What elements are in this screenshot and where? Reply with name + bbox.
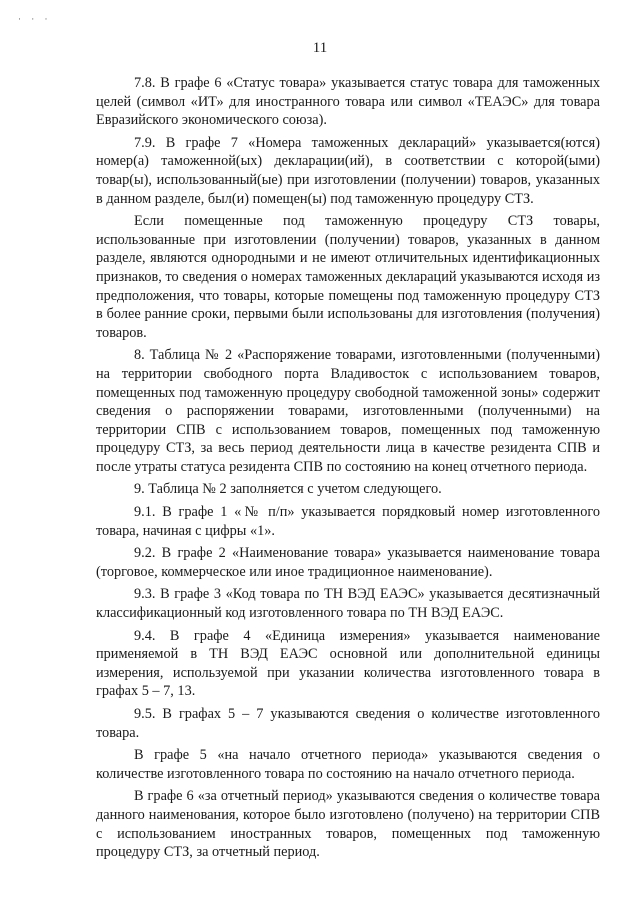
scan-artifact: · · · xyxy=(18,14,52,24)
paragraph-9-3: 9.3. В графе 3 «Код товара по ТН ВЭД ЕАЭС» указывается десятизначный классификационный код изготовленного товара по ТН ВЭД ЕАЭС. xyxy=(96,586,600,622)
paragraph-homogeneous-goods: Если помещенные под таможенную процедуру СТЗ товары, использованные при изготовлении (получении) товаров, указанных в данном разделе, являются однородными и не имеют отличительных идентификационных признаков, то сведения о номерах таможенных деклараций указываются исходя из предположения, что товары, которые помещены под таможенную процедуру СТЗ в более ранние сроки, первыми были использованы для изготовления (получения) товаров. xyxy=(96,213,600,341)
paragraph-9-4: 9.4. В графе 4 «Единица измерения» указывается наименование применяемой в ТН ВЭД ЕАЭС основной или дополнительной единицы измерения, используемой при указании количества изготовленного товара в графах 5 – 7, 13. xyxy=(96,627,600,700)
document-body xyxy=(96,74,600,866)
paragraph-column-6: В графе 6 «за отчетный период» указываются сведения о количестве товара данного наименования, которое было изготовлено (получено) на территории СПВ с использованием иностранных товаров, помещенных под таможенную процедуру СТЗ, за отчетный период. xyxy=(96,788,600,861)
paragraph-column-5: В графе 5 «на начало отчетного периода» указываются сведения о количестве изготовленного товара по состоянию на начало отчетного периода. xyxy=(96,747,600,782)
paragraph-9-1: 9.1. В графе 1 «№ п/п» указывается порядковый номер изготовленного товара, начиная с цифры «1». xyxy=(96,504,600,539)
paragraph-7-8: 7.8. В графе 6 «Статус товара» указывается статус товара для таможенных целей (символ «ИТ» для иностранного товара или символ «ТЕАЭС» для товара Евразийского экономического союза). xyxy=(96,75,600,129)
paragraph-9: 9. Таблица № 2 заполняется с учетом следующего. xyxy=(134,481,442,498)
page-number: 11 xyxy=(312,40,328,56)
paragraph-7-9: 7.9. В графе 7 «Номера таможенных деклараций» указывается(ются) номер(а) таможенной(ых) декларации(ий), в соответствии с которой(ыми) товар(ы), использованный(ые) при изготовлении (получении) товаров, указанных в данном разделе, был(и) помещен(ы) под таможенную процедуру СТЗ. xyxy=(96,134,600,207)
paragraph-9-2: 9.2. В графе 2 «Наименование товара» указывается наименование товара (торговое, коммерческое или иное традиционное наименование). xyxy=(96,545,600,580)
paragraph-9-5: 9.5. В графах 5 – 7 указываются сведения о количестве изготовленного товара. xyxy=(96,706,600,741)
paragraph-8: 8. Таблица № 2 «Распоряжение товарами, изготовленными (полученными) на территории свободного порта Владивосток с использованием товаров, помещенных под таможенную процедуру свободной таможенной зоны» содержит сведения о распоряжении товарами, изготовленными (полученными) на территории СПВ с использованием товаров, помещенных под таможенную процедуру СТЗ, за весь период деятельности лица в качестве резидента СПВ и после утраты статуса резидента СПВ по состоянию на конец отчетного периода. xyxy=(96,347,600,475)
